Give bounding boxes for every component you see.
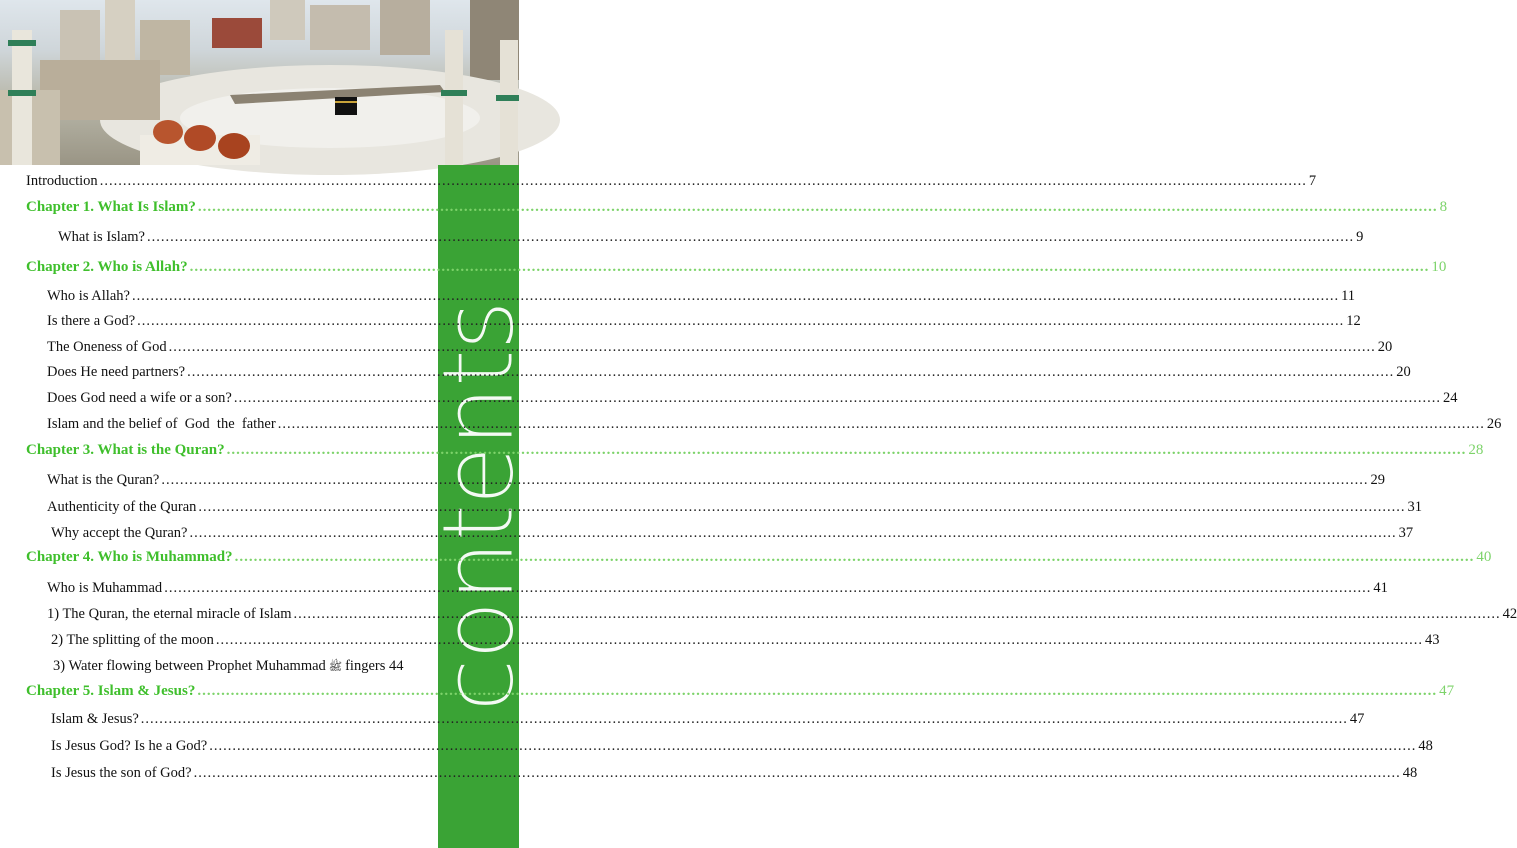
- toc-chapter[interactable]: Chapter 5. Islam & Jesus? ..... 47: [26, 683, 428, 703]
- toc-entry[interactable]: Why accept the Quran? ..... 37: [51, 525, 428, 545]
- toc-chapter[interactable]: Chapter 1. What Is Islam? ..... 8: [26, 199, 428, 219]
- toc-entry[interactable]: Who is Muhammad ..... 41: [47, 580, 428, 600]
- toc-chapter[interactable]: Chapter 3. What is the Quran? ..... 28: [26, 442, 428, 462]
- toc-entry[interactable]: Introduction ..... 7: [26, 173, 428, 193]
- toc-entry[interactable]: Who is Allah? ..... 11: [47, 288, 428, 308]
- contents-title: contents: [421, 301, 536, 712]
- toc-entry[interactable]: What is the Quran? ..... 29: [47, 472, 428, 492]
- toc-entry[interactable]: 3) Water flowing between Prophet Muhammad ﷺ fingers 44: [53, 658, 404, 674]
- header-photo-mecca: [0, 0, 519, 165]
- toc-entry[interactable]: What is Islam? ..... 9: [58, 229, 428, 249]
- toc-entry[interactable]: Is there a God? ..... 12: [47, 313, 428, 333]
- toc-entry[interactable]: Authenticity of the Quran ..... 31: [47, 499, 428, 519]
- toc-chapter[interactable]: Chapter 2. Who is Allah? ..... 10: [26, 259, 428, 279]
- toc-entry[interactable]: 2) The splitting of the moon ..... 43: [51, 632, 428, 652]
- toc-chapter[interactable]: Chapter 4. Who is Muhammad? ..... 40: [26, 549, 428, 569]
- toc-entry[interactable]: Does He need partners? ..... 20: [47, 364, 428, 384]
- toc-entry[interactable]: 1) The Quran, the eternal miracle of Islam ..... 42: [47, 606, 428, 626]
- pbuh-symbol: ﷺ: [328, 660, 343, 673]
- toc-entry[interactable]: Islam & Jesus? ..... 47: [51, 711, 428, 731]
- toc-entry[interactable]: The Oneness of God ..... 20: [47, 339, 428, 359]
- toc-entry[interactable]: Islam and the belief of God the father ..... 26: [47, 416, 428, 436]
- toc-entry[interactable]: Is Jesus the son of God? ..... 48: [51, 765, 428, 785]
- toc-entry[interactable]: Is Jesus God? Is he a God? ..... 48: [51, 738, 428, 758]
- toc-entry[interactable]: Does God need a wife or a son? ..... 24: [47, 390, 428, 410]
